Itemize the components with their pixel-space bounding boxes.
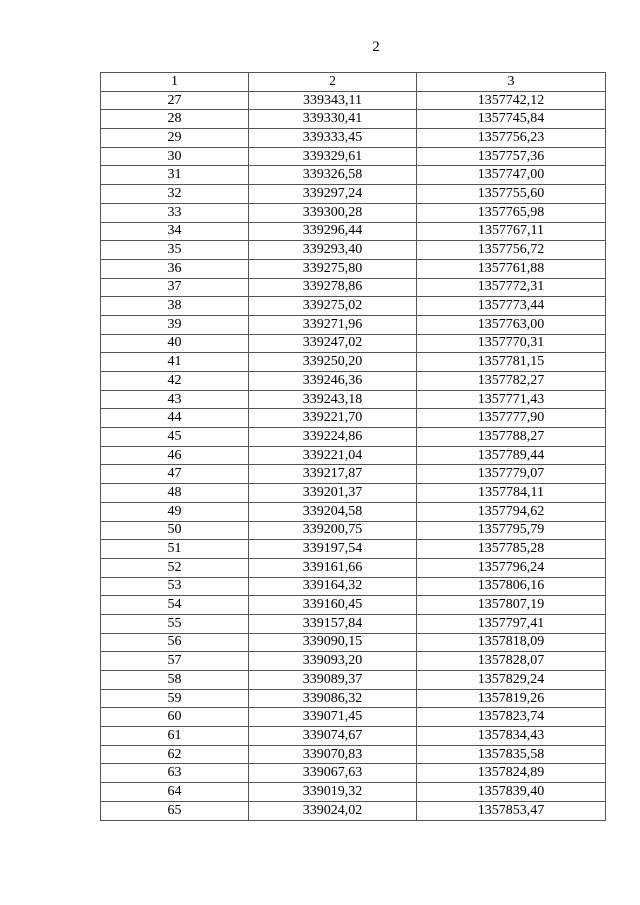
y-coordinate-cell: 1357763,00 bbox=[417, 315, 606, 334]
point-number-cell: 55 bbox=[101, 614, 249, 633]
table-row bbox=[101, 801, 606, 820]
x-coordinate-cell: 339157,84 bbox=[249, 614, 417, 633]
x-coordinate-cell: 339090,15 bbox=[249, 633, 417, 652]
y-coordinate-cell: 1357797,41 bbox=[417, 614, 606, 633]
y-coordinate-cell: 1357742,12 bbox=[417, 91, 606, 110]
y-coordinate-cell: 1357834,43 bbox=[417, 727, 606, 746]
table-row bbox=[101, 259, 606, 278]
x-coordinate-cell: 339160,45 bbox=[249, 596, 417, 615]
y-coordinate-cell: 1357835,58 bbox=[417, 745, 606, 764]
y-coordinate-cell: 1357745,84 bbox=[417, 110, 606, 129]
x-coordinate-cell: 339071,45 bbox=[249, 708, 417, 727]
point-number-cell: 36 bbox=[101, 259, 249, 278]
y-coordinate-cell: 1357785,28 bbox=[417, 540, 606, 559]
y-coordinate-cell: 1357788,27 bbox=[417, 428, 606, 447]
x-coordinate-cell: 339201,37 bbox=[249, 484, 417, 503]
y-coordinate-cell: 1357818,09 bbox=[417, 633, 606, 652]
x-coordinate-cell: 339067,63 bbox=[249, 764, 417, 783]
point-number-cell: 27 bbox=[101, 91, 249, 110]
table-row bbox=[101, 689, 606, 708]
x-coordinate-cell: 339093,20 bbox=[249, 652, 417, 671]
table-row bbox=[101, 110, 606, 129]
point-number-cell: 33 bbox=[101, 203, 249, 222]
y-coordinate-cell: 1357757,36 bbox=[417, 147, 606, 166]
point-number-cell: 34 bbox=[101, 222, 249, 241]
x-coordinate-cell: 339250,20 bbox=[249, 353, 417, 372]
y-coordinate-cell: 1357761,88 bbox=[417, 259, 606, 278]
x-coordinate-cell: 339246,36 bbox=[249, 372, 417, 391]
x-coordinate-cell: 339343,11 bbox=[249, 91, 417, 110]
point-number-cell: 28 bbox=[101, 110, 249, 129]
table-row bbox=[101, 745, 606, 764]
point-number-cell: 47 bbox=[101, 465, 249, 484]
x-coordinate-cell: 339271,96 bbox=[249, 315, 417, 334]
y-coordinate-cell: 1357779,07 bbox=[417, 465, 606, 484]
x-coordinate-cell: 339296,44 bbox=[249, 222, 417, 241]
x-coordinate-cell: 339164,32 bbox=[249, 577, 417, 596]
y-coordinate-cell: 1357789,44 bbox=[417, 446, 606, 465]
point-number-cell: 41 bbox=[101, 353, 249, 372]
point-number-cell: 51 bbox=[101, 540, 249, 559]
table-row bbox=[101, 409, 606, 428]
x-coordinate-cell: 339217,87 bbox=[249, 465, 417, 484]
x-coordinate-cell: 339293,40 bbox=[249, 241, 417, 260]
table-row bbox=[101, 166, 606, 185]
y-coordinate-cell: 1357781,15 bbox=[417, 353, 606, 372]
table-row bbox=[101, 390, 606, 409]
table-row bbox=[101, 633, 606, 652]
x-coordinate-cell: 339330,41 bbox=[249, 110, 417, 129]
point-number-cell: 62 bbox=[101, 745, 249, 764]
header-row bbox=[101, 73, 606, 92]
table-row bbox=[101, 129, 606, 148]
y-coordinate-cell: 1357777,90 bbox=[417, 409, 606, 428]
y-coordinate-cell: 1357756,72 bbox=[417, 241, 606, 260]
x-coordinate-cell: 339278,86 bbox=[249, 278, 417, 297]
table-row bbox=[101, 577, 606, 596]
table-row bbox=[101, 353, 606, 372]
point-number-cell: 57 bbox=[101, 652, 249, 671]
y-coordinate-cell: 1357819,26 bbox=[417, 689, 606, 708]
y-coordinate-cell: 1357796,24 bbox=[417, 558, 606, 577]
column-header-1: 1 bbox=[101, 73, 249, 92]
point-number-cell: 39 bbox=[101, 315, 249, 334]
x-coordinate-cell: 339200,75 bbox=[249, 521, 417, 540]
table-row bbox=[101, 540, 606, 559]
x-coordinate-cell: 339243,18 bbox=[249, 390, 417, 409]
x-coordinate-cell: 339161,66 bbox=[249, 558, 417, 577]
table-row bbox=[101, 783, 606, 802]
x-coordinate-cell: 339297,24 bbox=[249, 185, 417, 204]
table-row bbox=[101, 484, 606, 503]
point-number-cell: 49 bbox=[101, 502, 249, 521]
table-row bbox=[101, 428, 606, 447]
table-row bbox=[101, 708, 606, 727]
x-coordinate-cell: 339326,58 bbox=[249, 166, 417, 185]
point-number-cell: 64 bbox=[101, 783, 249, 802]
y-coordinate-cell: 1357756,23 bbox=[417, 129, 606, 148]
table-row bbox=[101, 652, 606, 671]
point-number-cell: 52 bbox=[101, 558, 249, 577]
x-coordinate-cell: 339275,80 bbox=[249, 259, 417, 278]
y-coordinate-cell: 1357782,27 bbox=[417, 372, 606, 391]
point-number-cell: 53 bbox=[101, 577, 249, 596]
point-number-cell: 38 bbox=[101, 297, 249, 316]
x-coordinate-cell: 339247,02 bbox=[249, 334, 417, 353]
y-coordinate-cell: 1357770,31 bbox=[417, 334, 606, 353]
point-number-cell: 54 bbox=[101, 596, 249, 615]
point-number-cell: 56 bbox=[101, 633, 249, 652]
y-coordinate-cell: 1357853,47 bbox=[417, 801, 606, 820]
point-number-cell: 40 bbox=[101, 334, 249, 353]
x-coordinate-cell: 339019,32 bbox=[249, 783, 417, 802]
x-coordinate-cell: 339224,86 bbox=[249, 428, 417, 447]
column-header-2: 2 bbox=[249, 73, 417, 92]
y-coordinate-cell: 1357806,16 bbox=[417, 577, 606, 596]
y-coordinate-cell: 1357773,44 bbox=[417, 297, 606, 316]
table-row bbox=[101, 614, 606, 633]
x-coordinate-cell: 339275,02 bbox=[249, 297, 417, 316]
y-coordinate-cell: 1357823,74 bbox=[417, 708, 606, 727]
table-row bbox=[101, 241, 606, 260]
point-number-cell: 35 bbox=[101, 241, 249, 260]
point-number-cell: 37 bbox=[101, 278, 249, 297]
y-coordinate-cell: 1357839,40 bbox=[417, 783, 606, 802]
point-number-cell: 50 bbox=[101, 521, 249, 540]
table-row bbox=[101, 465, 606, 484]
coordinates-table bbox=[100, 72, 606, 821]
point-number-cell: 45 bbox=[101, 428, 249, 447]
y-coordinate-cell: 1357824,89 bbox=[417, 764, 606, 783]
point-number-cell: 46 bbox=[101, 446, 249, 465]
y-coordinate-cell: 1357747,00 bbox=[417, 166, 606, 185]
table-row bbox=[101, 278, 606, 297]
table-row bbox=[101, 558, 606, 577]
table-row bbox=[101, 297, 606, 316]
point-number-cell: 65 bbox=[101, 801, 249, 820]
table-row bbox=[101, 502, 606, 521]
table-row bbox=[101, 671, 606, 690]
table-row bbox=[101, 91, 606, 110]
x-coordinate-cell: 339197,54 bbox=[249, 540, 417, 559]
y-coordinate-cell: 1357795,79 bbox=[417, 521, 606, 540]
table-row bbox=[101, 764, 606, 783]
point-number-cell: 30 bbox=[101, 147, 249, 166]
table-row bbox=[101, 372, 606, 391]
x-coordinate-cell: 339024,02 bbox=[249, 801, 417, 820]
x-coordinate-cell: 339333,45 bbox=[249, 129, 417, 148]
point-number-cell: 59 bbox=[101, 689, 249, 708]
point-number-cell: 43 bbox=[101, 390, 249, 409]
x-coordinate-cell: 339221,04 bbox=[249, 446, 417, 465]
point-number-cell: 29 bbox=[101, 129, 249, 148]
y-coordinate-cell: 1357755,60 bbox=[417, 185, 606, 204]
x-coordinate-cell: 339070,83 bbox=[249, 745, 417, 764]
x-coordinate-cell: 339074,67 bbox=[249, 727, 417, 746]
point-number-cell: 61 bbox=[101, 727, 249, 746]
column-header-3: 3 bbox=[417, 73, 606, 92]
y-coordinate-cell: 1357807,19 bbox=[417, 596, 606, 615]
y-coordinate-cell: 1357784,11 bbox=[417, 484, 606, 503]
y-coordinate-cell: 1357794,62 bbox=[417, 502, 606, 521]
point-number-cell: 44 bbox=[101, 409, 249, 428]
y-coordinate-cell: 1357765,98 bbox=[417, 203, 606, 222]
table-row bbox=[101, 222, 606, 241]
table-body bbox=[101, 91, 606, 820]
table-row bbox=[101, 727, 606, 746]
table-row bbox=[101, 596, 606, 615]
table-row bbox=[101, 147, 606, 166]
point-number-cell: 48 bbox=[101, 484, 249, 503]
table-row bbox=[101, 203, 606, 222]
table-row bbox=[101, 315, 606, 334]
y-coordinate-cell: 1357829,24 bbox=[417, 671, 606, 690]
x-coordinate-cell: 339221,70 bbox=[249, 409, 417, 428]
page-number: 2 bbox=[372, 39, 380, 55]
x-coordinate-cell: 339089,37 bbox=[249, 671, 417, 690]
point-number-cell: 58 bbox=[101, 671, 249, 690]
table-row bbox=[101, 521, 606, 540]
table-row bbox=[101, 185, 606, 204]
x-coordinate-cell: 339329,61 bbox=[249, 147, 417, 166]
table-row bbox=[101, 334, 606, 353]
y-coordinate-cell: 1357771,43 bbox=[417, 390, 606, 409]
x-coordinate-cell: 339086,32 bbox=[249, 689, 417, 708]
y-coordinate-cell: 1357772,31 bbox=[417, 278, 606, 297]
table-header bbox=[101, 73, 606, 92]
point-number-cell: 32 bbox=[101, 185, 249, 204]
point-number-cell: 63 bbox=[101, 764, 249, 783]
x-coordinate-cell: 339204,58 bbox=[249, 502, 417, 521]
table-row bbox=[101, 446, 606, 465]
y-coordinate-cell: 1357767,11 bbox=[417, 222, 606, 241]
y-coordinate-cell: 1357828,07 bbox=[417, 652, 606, 671]
point-number-cell: 31 bbox=[101, 166, 249, 185]
point-number-cell: 60 bbox=[101, 708, 249, 727]
point-number-cell: 42 bbox=[101, 372, 249, 391]
x-coordinate-cell: 339300,28 bbox=[249, 203, 417, 222]
